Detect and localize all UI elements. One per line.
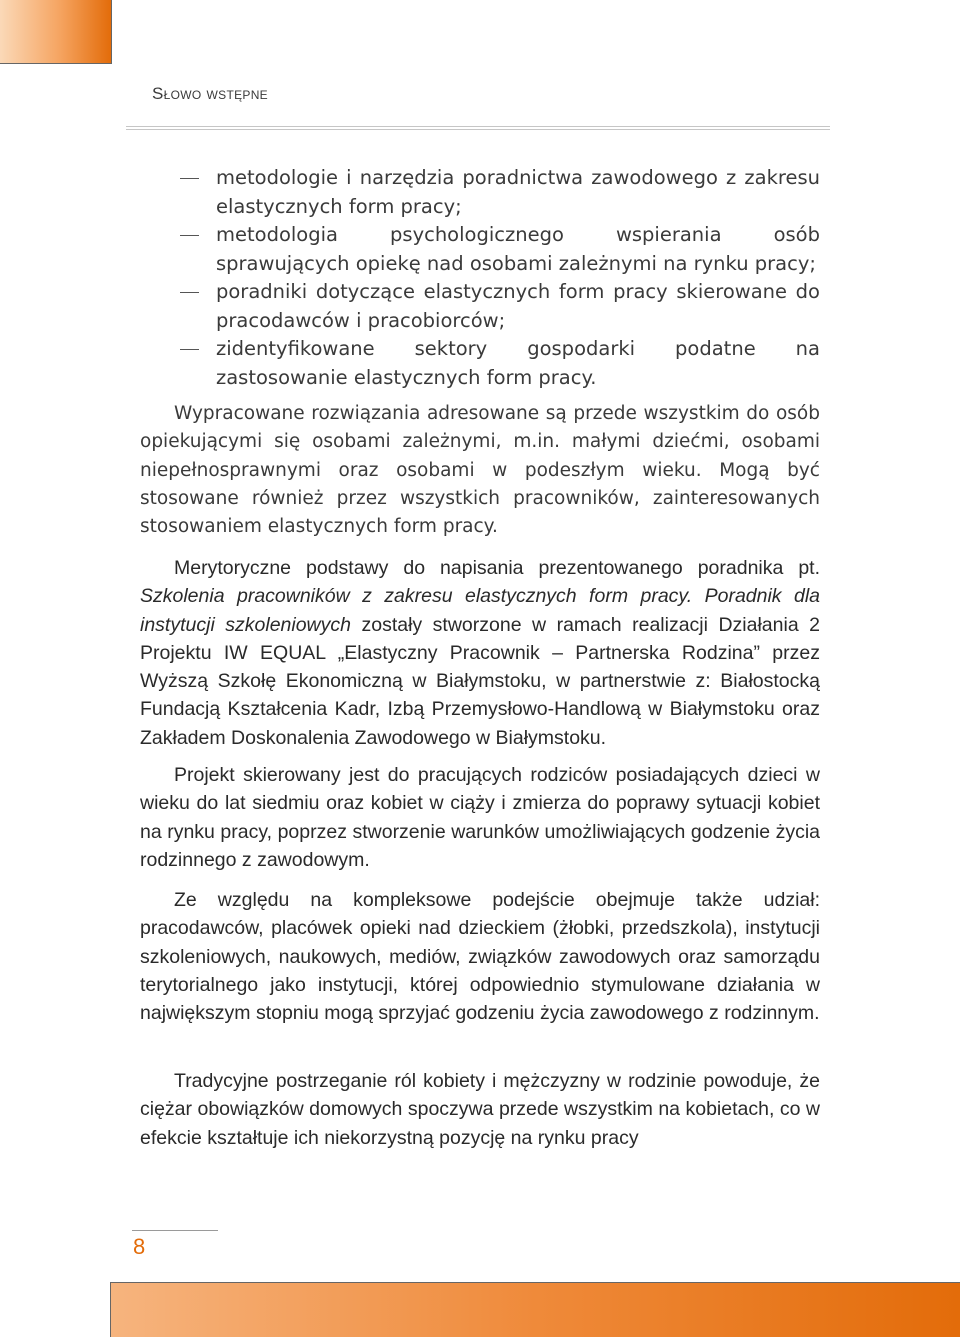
dash-bullet-icon (180, 292, 199, 293)
dash-bullet-icon (180, 349, 199, 350)
bullet-list (140, 164, 820, 392)
footer-divider (132, 1230, 218, 1231)
header-divider (126, 126, 830, 130)
dash-bullet-icon (180, 235, 199, 236)
footer-band (110, 1282, 960, 1337)
publication-subtitle: Poradnik dla instytucji szkoleniowych (140, 585, 821, 636)
paragraph-tradition: Tradycyjne postrzeganie ról kobiety i mężczyzny w rodzinie powoduje, że ciężar obowiązków domowych spoczywa przede wszystkim na kobietach, co w efekcie kształtuje ich niekorzystną pozycję na rynku pracy (140, 1070, 820, 1149)
dash-bullet-icon (180, 178, 199, 179)
page-number: 8 (133, 1234, 146, 1259)
list-item: zidentyfikowane sektory gospodarki podatne na zastosowanie elastycznych form pracy. (140, 335, 820, 392)
list-item: poradniki dotyczące elastycznych form pracy skierowane do pracodawców i pracobiorców; (140, 278, 820, 335)
list-item: metodologie i narzędzia poradnictwa zawodowego z zakresu elastycznych form pracy; (140, 164, 820, 221)
publication-title: Szkolenia pracowników z zakresu elastycznych form pracy. (140, 585, 693, 608)
paragraph-solutions: Wypracowane rozwiązania adresowane są przede wszystkim do osób opiekującymi się osobami zależnymi, m.in. małymi dziećmi, osobami niepełnosprawnymi oraz osobami w podeszłym wieku. Mogą być stosowane również przez wszystkich pracowników, zainteresowanych stosowaniem elastycznych form pracy. (140, 403, 820, 538)
paragraph-foundations: Merytoryczne podstawy do napisania prezentowanego poradnika pt. Szkolenia pracowników z zakresu elastycznych form pracy. Poradnik dla instytucji szkoleniowych zostały stworzone w ramach realizacji Działania 2 Projektu IW EQUAL „Elastyczny Pracownik – Partnerska Rodzina” przez Wyższą Szkołę Ekonomiczną w Białymstoku, w partnerstwie z: Białostocką Fundacją Kształcenia Kadr, Izbą Przemysłowo-Handlową w Białymstoku oraz Zakładem Doskonalenia Zawodowego w Białymstoku. (140, 557, 821, 749)
paragraph-project: Projekt skierowany jest do pracujących rodziców posiadających dzieci w wieku do lat siedmiu oraz kobiet w ciąży i zmierza do poprawy sytuacji kobiet na rynku pracy, poprzez stworzenie warunków umożliwiających godzenie życia rodzinnego z zawodowym. (140, 764, 820, 871)
corner-decoration (0, 0, 112, 64)
list-item: metodologia psychologicznego wspierania osób sprawujących opiekę nad osobami zależnymi na rynku pracy; (140, 221, 820, 278)
running-head: Słowo wstępne (152, 84, 268, 103)
paragraph-approach: Ze względu na kompleksowe podejście obejmuje także udział: pracodawców, placówek opieki nad dzieckiem (żłobki, przedszkola), instytucji szkoleniowych, naukowych, mediów, związków zawodowych oraz samorządu terytorialnego jako instytucji, której odpowiednio stymulowane działania w największym stopniu mogą sprzyjać godzeniu życia zawodowego z rodzinnym. (140, 889, 820, 1025)
